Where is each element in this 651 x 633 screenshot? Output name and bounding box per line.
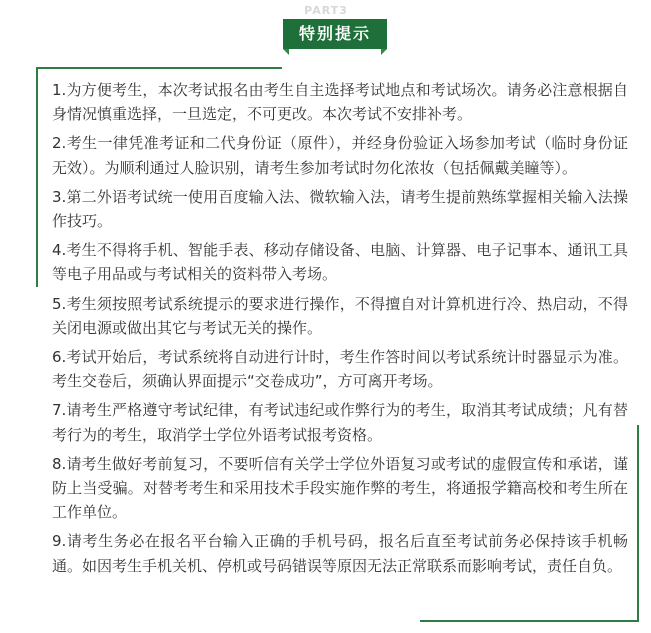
badge-corner-left (283, 49, 289, 55)
notice-item-9: 9.请考生务必在报名平台输入正确的手机号码，报名后直至考试前务必保持该手机畅通。如因考生手机关机、停机或号码错误等原因无法正常联系而影响考试，责任自负。 (52, 532, 628, 575)
frame-left-line (36, 67, 38, 287)
notice-item-8: 8.请考生做好考前复习，不要听信有关学士学位外语复习或考试的虚假宣传和承诺，谨防上当受骗。对替考考生和采用技术手段实施作弊的考生，将通报学籍高校和考生所在工作单位。 (52, 454, 628, 522)
notice-item-5: 5.考生须按照考试系统提示的要求进行操作，不得擅自对计算机进行冷、热启动，不得关闭电源或做出其它与考试无关的操作。 (52, 294, 628, 337)
notice-content (52, 78, 628, 583)
notice-item-1: 1.为方便考生，本次考试报名由考生自主选择考试地点和考试场次。请务必注意根据自身情况慎重选择，一旦选定，不可更改。本次考试不安排补考。 (52, 81, 628, 124)
part-label: PART3 (304, 4, 348, 17)
notice-item-4: 4.考生不得将手机、智能手表、移动存储设备、电脑、计算器、电子记事本、通讯工具等电子用品或与考试相关的资料带入考场。 (52, 241, 628, 284)
frame-bottom-line (420, 620, 639, 622)
notice-item-2: 2.考生一律凭准考证和二代身份证（原件），并经身份验证入场参加考试（临时身份证无效）。为顺利通过人脸识别，请考生参加考试时勿化浓妆（包括佩戴美瞳等）。 (52, 134, 628, 177)
frame-top-line (36, 67, 282, 69)
notice-item-7: 7.请考生严格遵守考试纪律，有考试违纪或作弊行为的考生，取消其考试成绩；凡有替考行为的考生，取消学士学位外语考试报考资格。 (52, 401, 628, 444)
badge-corner-right (381, 49, 387, 55)
frame-right-line (637, 425, 639, 622)
notice-item-3: 3.第二外语考试统一使用百度输入法、微软输入法，请考生提前熟练掌握相关输入法操作技巧。 (52, 187, 628, 231)
notice-item-6: 6.考试开始后，考试系统将自动进行计时，考生作答时间以考试系统计时器显示为准。考生交卷后，须确认界面提示“交卷成功”，方可离开考场。 (52, 348, 628, 391)
title-badge: 特别提示 (283, 19, 387, 49)
